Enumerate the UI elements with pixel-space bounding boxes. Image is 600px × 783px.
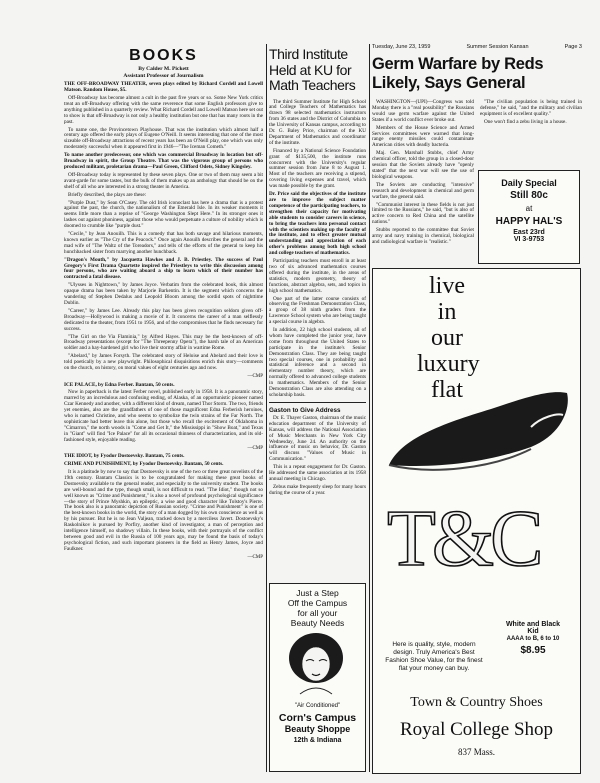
article-paragraph: Stubbs reported to the committee that Soviet army and navy training in chemical, biological and radiological warfare is "realistic." — [372, 227, 474, 245]
books-signature: —CMP — [247, 445, 263, 451]
header-paper: Summer Session Kansan — [466, 44, 529, 50]
corns-name: Corn's Campus — [278, 712, 357, 724]
ad-text: in — [437, 299, 457, 325]
ad-text: our — [431, 325, 463, 351]
ad-text: flat — [431, 377, 463, 403]
article-divider — [269, 402, 366, 403]
page-header — [372, 44, 582, 50]
corns-beauty-ad — [269, 583, 366, 772]
books-byline: By Calder M. Pickett Assistant Professor of Journalism — [123, 66, 204, 79]
article-paragraph: It is a platitude by now to say that Dostoevsky is one of the two or three great novelists of the 19th century. Bantam Classics is to be congratulated for making these great books of Dostoevsky available to the general reader, and especially to the university student. The books are well-bound and the type, though small, is not difficult to read. "The Idiot," though not so well known as "Crime and Punishment," is also a novel of profound psychological significance—the story of Prince Myshkin, an epileptic, a wise and good character like Tolstoy's Pierre. The book also is a panoramic depiction of Russian society. "Crime and Punishment" is one of the best-known books in the world, the story of a man dogged by his own conscience as well as by his pursuer. But he is no Jean Valjean, tracked down by a merciless Javert. Dostoevsky's Raskolnikov is pursued by Porfiry, another kind of investigator, a man of perception and intelligence himself, no shadowy villain. In these books, with their portrayals of the conflict between good and evil in the Russia of 100 years ago, may be found the basis of today's psychological fiction, and such important pioneers in the field as Henry James, Joyce and Faulkner. — [64, 469, 263, 552]
article-paragraph: To name one, the Provincetown Playhouse. That was the institution which almost half a century ago offered the early plays of Eugene O'Neill. It seems interesting that one of the most sizeable off-Broadway attractions of recent years has been an O'Neill play, one which was only moderately successful when it appeared first in 1946—"The Iceman Cometh." — [64, 126, 263, 151]
hals-street: East 23rd — [513, 229, 545, 236]
article-paragraph: Members of the House Science and Armed Services committees were warned that long-range enemy missiles could contaminate American cities with deadly bacteria. — [372, 124, 474, 149]
books-signature: —CMP — [247, 554, 263, 560]
ad-text: Still 80c — [510, 190, 548, 201]
article-paragraph: "The Girl on the Via Flaminia," by Alfred Hayes. This may be the best-known of off-Broadway presentations (except for "The Threepenny Opera"), the harsh tale of an American soldier and a hay-hardened girl who live their stormy affair in wartime Rome. — [64, 333, 263, 352]
germ-article-col-b — [480, 100, 582, 126]
gaston-article-body — [269, 416, 366, 497]
town-country-ad — [372, 268, 581, 774]
article-paragraph: "Abelard," by James Forsyth. The celebrated story of Heloise and Abelard and their love is told poetically by a new playwright. Philosophical disquisitions enrich this story—comments on the church, on history, on moral values of eight centuries ago and now. — [64, 353, 263, 372]
header-date: Tuesday, June 23, 1959 — [372, 44, 431, 50]
books-title: BOOKS — [129, 47, 198, 64]
tc-sizes: AAAA to B, 6 to 10 — [506, 636, 560, 642]
ad-text: Beauty Needs — [290, 618, 345, 628]
flat-shoe-icon — [381, 369, 573, 489]
article-paragraph: THE OFF-BROADWAY THEATER, seven plays edited by Richard Cordell and Lowell Matson. Random House, $5. — [64, 81, 263, 94]
institute-article-body — [269, 100, 366, 399]
article-paragraph: WASHINGTON—(UPI)—Congress was told Monday there is a "real possibility" the Russians would use germ warfare against the United States if a world conflict ever broke out. — [372, 99, 474, 123]
ad-text: at — [525, 204, 533, 213]
ad-text: Just a Step — [296, 588, 339, 598]
article-paragraph: Off-Broadway has become almost a cult in the past five years or so. Some New York critics treat an off-Broadway offering with the same reverence that some English professors give to anything published in a quarterly review. What Richard Cordell and Lowell Matson here set out to show is that off-Broadway is not only a healthy institution but one that has many roots in the past. — [64, 95, 263, 125]
article-paragraph: "Ulysses in Nighttown," by James Joyce. Verbatim from the celebrated book, this almost opaque drama has been taken by Marjorie Barkentin. It is the segment which concerns the wandering of Stephen Dedalus and Leopold Bloom among the sordid spots of nighttime Dublin. — [64, 282, 263, 306]
books-review-body — [64, 82, 263, 372]
article-paragraph: Off-Broadway today is represented by these seven plays. One or two of them may seem a bit avant-garde for some tastes, but the bulk of them makes up an anthology that should be on the shelf of all who are interested in a strong theater in America. — [64, 171, 263, 190]
article-paragraph: Dr. Price said the objectives of the institute are to improve the subject matter competence of the participating teachers, to strengthen their capacity for motivating able students to consider careers in science, to bring the teachers into personal contact with the scientists making up the faculty of the institute, and to effect greater mutual understanding and appreciation of each other's problems among both high school and college teachers of mathematics. — [269, 191, 366, 257]
ad-text: Off the Campus — [287, 598, 348, 608]
article-paragraph: One won't find a zebu living in a house. — [484, 118, 567, 125]
ad-text: for all your — [297, 608, 338, 618]
article-paragraph: To name another predecessor, one which was commercial Broadway in location but off-Broadway in spirit, the Group Theatre. That was the vigorous group of persons who produced militant, proletarian drama—Paul Green, Clifford Odets, Sidney Kingsley. — [64, 152, 263, 170]
article-paragraph: The third Summer Institute for High School and College Teachers of Mathematics has drawn 98 selected mathematics instructors from 36 states and the District of Columbia to the University of Kansas campus, according to Dr. G. Baley Price, chairman of the KU Department of Mathematics and coordinator of the institute. — [269, 98, 366, 146]
germ-article-col-a — [372, 100, 474, 248]
article-paragraph: "Career," by James Lee. Already this play has been given recognition seldom given off-Broadway—Hollywood is making a movie of it. It concerns the career of a man selflessly dedicated to the theater, from 1951 to 1956, and of the compromises that he finds necessary for success. — [64, 307, 263, 332]
article-paragraph: Participating teachers must enroll in at least two of six advanced mathematics courses offered during the institute, in the areas of statistics, modern geometry, theory of functions, abstract algebra, sets, and topics in high school mathematics. — [269, 258, 366, 294]
tc-brand: Town & Country Shoes — [410, 695, 543, 710]
royal-college-shop: Royal College Shop — [399, 719, 554, 740]
article-paragraph: "Dragon's Mouth," by Jacquetta Hawkes and J. B. Priestley. The success of Paul Gregory's First Drama Quartette inspired the Priestleys to write this discussion among four persons, who are waiting aboard a ship to learn which of their number has contracted a fatal disease. — [64, 256, 263, 281]
article-paragraph: "Purple Dust," by Sean O'Casey. The old Irish iconoclast has here a drama that is a protest against the past, the church, the nationalism of the Emerald Isle. In its weaker moments it seems little more than a reprise of "George Washington Slept Here." In its stronger ones it lashes out against phoniness, against those who would perpetuate a culture of nobility which is doomed to crumble like "purple dust." — [64, 199, 263, 230]
ad-text: live — [429, 273, 465, 299]
article-paragraph: This is a repeat engagement for Dr. Gaston. He addressed the same association at its 1958 annual meeting in Chicago. — [269, 464, 366, 482]
article-paragraph: ICE PALACE, by Edna Ferber. Bantam, 50 cents. — [64, 381, 175, 388]
corns-name: Beauty Shoppe — [284, 724, 351, 734]
happy-hals-ad — [478, 170, 580, 264]
germ-headline: Germ Warfare by Reds Likely, Says General — [372, 55, 544, 92]
article-paragraph: THE IDIOT, by Fyodor Dostoevsky. Bantam, 75 cents. — [64, 453, 185, 460]
article-paragraph: Financed by a National Science Foundation grant of $135,500, the institute runs concurrent with the University's regular summer session from June 8 to August 1. Most of the teachers are receiving a stipend, covering living expenses and travel, which was made possible by the grant. — [269, 147, 366, 190]
article-paragraph: CRIME AND PUNISHMENT, by Fyodor Dostoevsky. Bantam, 50 cents. — [64, 461, 224, 468]
corns-address: 12th & Indiana — [293, 737, 342, 744]
header-page: Page 3 — [564, 44, 582, 50]
tc-monogram: T&C — [387, 495, 540, 583]
dostoevsky-review — [64, 454, 263, 553]
article-paragraph: "Cecile," by Jean Anouilh. This is a comedy that has both savage and hilarious moments, known earlier as "The Cry of the Peacock." Once again Anouilh describes the general and the mad wife of "The Waltz of the Toreadors," and tells of the efforts of the general to keep his hunchbacked sister from marrying another hunchback. — [64, 231, 263, 255]
article-paragraph: Briefly described, the plays are these: — [68, 191, 147, 198]
ice-palace-review — [64, 383, 263, 444]
article-paragraph: In addition, 22 high school students, all of whom have completed the junior year, have come from throughout the United States to participate in the institute's Senior Demonstration Class. They are being taught two special courses, one in probability and statistical inference and a second in elementary number theory, which are normally offered to advanced college students in mathematics. Members of the Senior Demonstration Class are also attending on a scholarship basis. — [269, 327, 366, 398]
article-paragraph: Dr. E. Thayer Gaston, chairman of the music education department of the University of Kansas, will address the National Association of Music Merchants in New York City Wednesday, June 24. An authority on the influence of music on behavior, Dr. Gaston will discuss "Values of Music in Communication." — [269, 414, 366, 463]
article-paragraph: Now in paperback is the latest Ferber novel, published early in 1958. It is a panoramic story, marred by an incredulous and confusing ending, of Alaska, of an opportunistic pioneer named Czar Kennedy and another, with a different kind of dream, named Thor Storm. The two, friends yet enemies, also are the grandfathers of one of those magnificent Edna Ferberish heroines, who is named Christine, and who seems to symbolize the twin strains of the Far North. The sophisticate had better leave this alone, but those who recall the excitement of Oklahoma in "Cimarron," the north woods in "Come and Get It," the Mississippi in "Show Boat," and Texas in "Giant" will find "Ice Palace" for all its occasional thinness of characterization, and its old-fashioned style, enjoyable reading. — [64, 389, 263, 443]
tc-description: Here is quality, style, modern design. Truly America's Best Fashion Shoe Value, for the finest flat your money can buy. — [385, 641, 483, 672]
article-paragraph: "Communist interest in these fields is not just limited to the Russians," he said, "but is also of active concern to Red China and the satellite nations." — [372, 201, 474, 226]
hals-name: HAPPY HAL'S — [495, 216, 563, 227]
tc-address: 837 Mass. — [457, 747, 495, 757]
books-column — [64, 44, 263, 772]
article-paragraph: "The civilian population is being trained in defense," he said, "and the military and civilian equipment is of excellent quality." — [480, 99, 582, 117]
column-rule — [266, 44, 267, 772]
institute-headline: Third Institute Held at KU for Math Teachers — [269, 46, 356, 93]
gaston-headline: Gaston to Give Address — [269, 406, 341, 414]
books-signature: —CMP — [247, 373, 263, 379]
air-conditioned-label: "Air Conditioned" — [294, 703, 341, 709]
column-rule — [369, 44, 370, 772]
article-paragraph: One part of the latter course consists of observing the Freshman Demonstration Class, a group of 38 ninth graders from the Lawrence School system who are being taught a special course in algebra. — [269, 295, 366, 326]
tc-price: $8.95 — [520, 645, 546, 656]
ad-text: Daily Special — [501, 178, 557, 188]
hals-phone: VI 3-9753 — [513, 236, 545, 243]
woman-portrait-icon — [270, 628, 363, 698]
article-paragraph: Maj. Gen. Marshall Stubbs, chief Army chemical officer, told the group in a closed-door session that the Soviets already have "openly stated" that the next war will see the use of biological weapons. — [372, 150, 474, 180]
article-paragraph: Zebus make frequently sleep for many hours during the course of a year. — [269, 483, 366, 496]
tc-color: White and Black — [505, 621, 561, 628]
ad-text: luxury — [417, 351, 480, 377]
tc-color: Kid — [527, 628, 539, 635]
article-paragraph: The Soviets are conducting "intensive" research and development in chemical and germ warfare, the general said. — [372, 181, 474, 200]
